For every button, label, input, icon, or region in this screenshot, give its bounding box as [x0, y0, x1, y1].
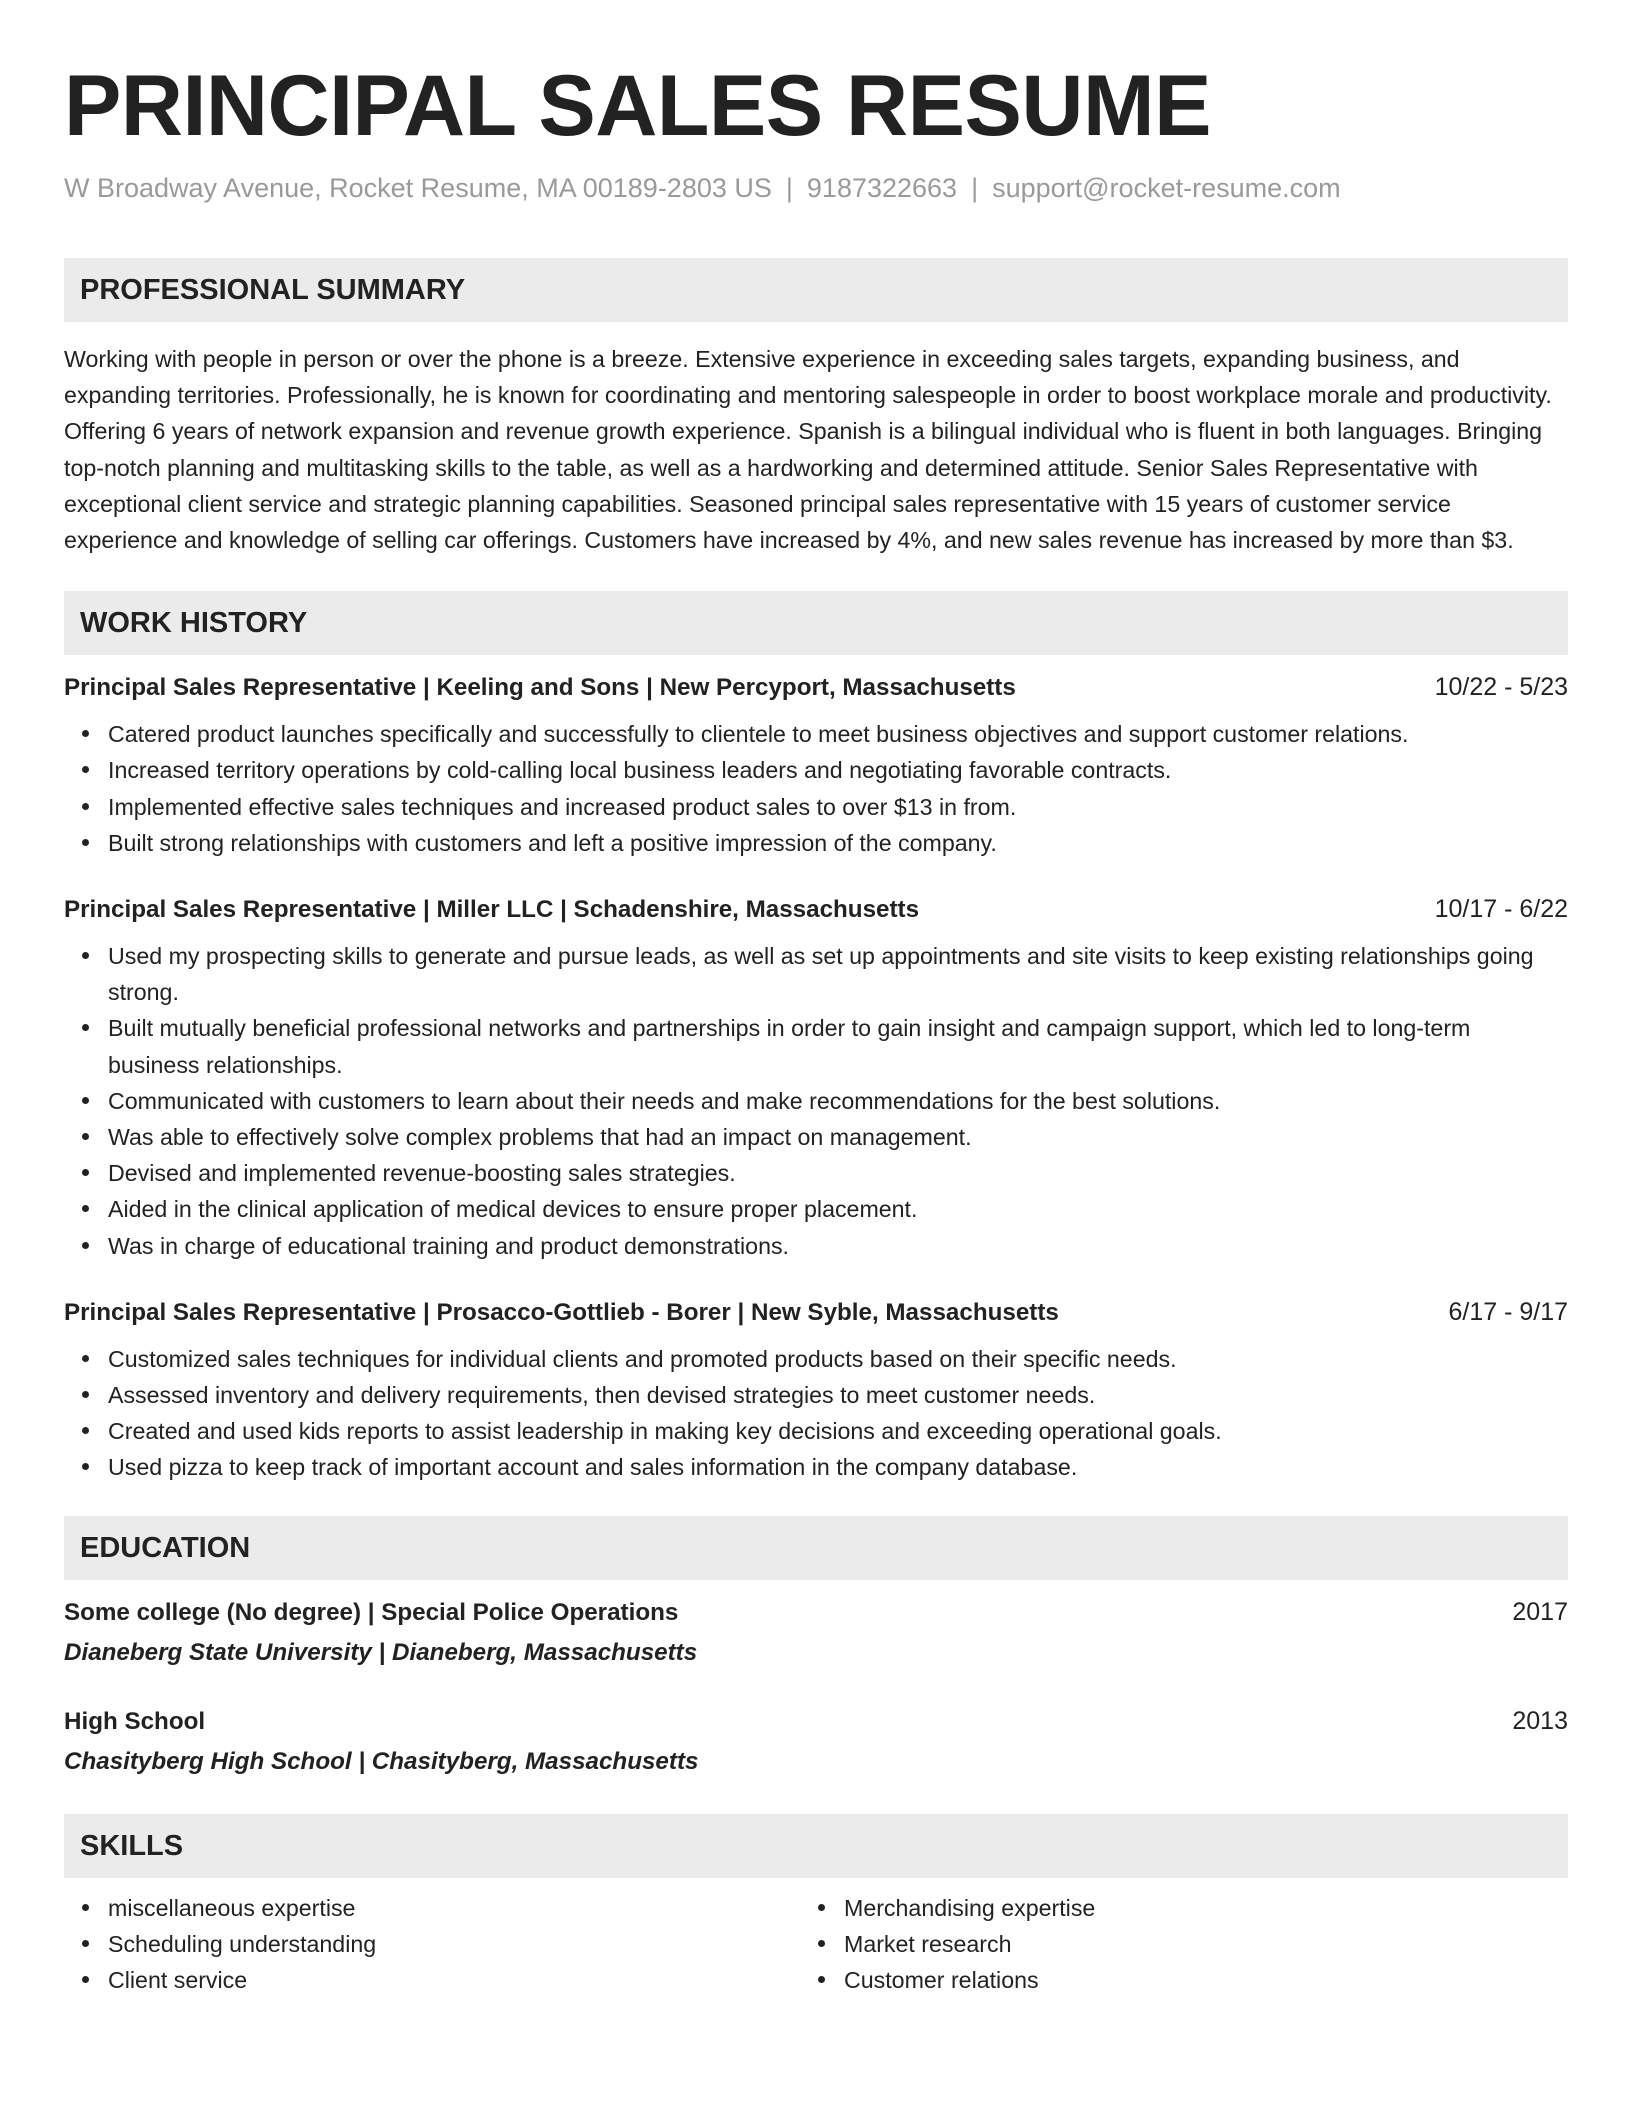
skills-column-right	[800, 1890, 1536, 1999]
contact-separator: |	[971, 173, 979, 203]
skill-item: Customer relations	[844, 1962, 1536, 1998]
job-title: Principal Sales Representative | Prosacco-Gottlieb - Borer | New Syble, Massachusetts	[64, 1298, 1059, 1326]
job-bullet: Was able to effectively solve complex problems that had an impact on management.	[108, 1119, 1568, 1155]
education-header	[64, 1703, 1568, 1740]
job-bullet: Communicated with customers to learn about their needs and make recommendations for the best solutions.	[108, 1083, 1568, 1119]
job-bullet: Implemented effective sales techniques and increased product sales to over $13 in from.	[108, 789, 1568, 825]
education-school: Dianeberg State University | Dianeberg, Massachusetts	[64, 1638, 698, 1666]
job-bullet: Built mutually beneficial professional networks and partnerships in order to gain insight and campaign support, which led to long-term business relationships.	[108, 1010, 1568, 1082]
job-bullet: Assessed inventory and delivery requirements, then devised strategies to meet customer needs.	[108, 1377, 1568, 1413]
skill-item: Scheduling understanding	[108, 1926, 800, 1962]
section-heading-skills: SKILLS	[64, 1814, 1568, 1878]
job-bullet: Catered product launches specifically and successfully to clientele to meet business objectives and support customer relations.	[108, 716, 1568, 752]
job-header	[64, 891, 1568, 928]
job-bullet: Was in charge of educational training and product demonstrations.	[108, 1228, 1568, 1264]
education-degree: Some college (No degree) | Special Police Operations	[64, 1598, 679, 1626]
education-year: 2017	[1512, 1597, 1568, 1626]
contact-separator: |	[785, 173, 793, 203]
job-entry	[64, 669, 1568, 861]
job-bullets	[64, 1341, 1568, 1486]
section-heading-summary: PROFESSIONAL SUMMARY	[64, 258, 1568, 322]
contact-phone: 9187322663	[806, 173, 958, 203]
contact-line	[64, 170, 1568, 206]
job-bullet: Customized sales techniques for individual clients and promoted products based on their specific needs.	[108, 1341, 1568, 1377]
job-header	[64, 669, 1568, 706]
skills-column-left	[64, 1890, 800, 1999]
job-title: Principal Sales Representative | Keeling and Sons | New Percyport, Massachusetts	[64, 674, 1016, 702]
job-bullets	[64, 716, 1568, 861]
job-dates: 10/22 - 5/23	[1434, 673, 1568, 702]
job-bullet: Used my prospecting skills to generate and pursue leads, as well as set up appointments and site visits to keep existing relationships going strong.	[108, 938, 1568, 1010]
education-entry	[64, 1703, 1568, 1780]
skill-item: miscellaneous expertise	[108, 1890, 800, 1926]
job-bullet: Devised and implemented revenue-boosting sales strategies.	[108, 1155, 1568, 1191]
education-header	[64, 1594, 1568, 1631]
resume-title: PRINCIPAL SALES RESUME	[64, 58, 1211, 154]
education-school: Chasityberg High School | Chasityberg, Massachusetts	[64, 1747, 699, 1775]
job-bullet: Increased territory operations by cold-calling local business leaders and negotiating favorable contracts.	[108, 752, 1568, 788]
job-bullet: Created and used kids reports to assist leadership in making key decisions and exceeding operational goals.	[108, 1413, 1568, 1449]
job-bullet: Built strong relationships with customers and left a positive impression of the company.	[108, 825, 1568, 861]
education-degree: High School	[64, 1707, 206, 1735]
skill-item: Client service	[108, 1962, 800, 1998]
job-dates: 10/17 - 6/22	[1434, 895, 1568, 924]
education-entry	[64, 1594, 1568, 1671]
skill-item: Market research	[844, 1926, 1536, 1962]
summary-text: Working with people in person or over the phone is a breeze. Extensive experience in exceeding sales targets, expanding business, and expanding territories. Professionally, he is known for coordinating and mentoring salespeople in order to boost workplace morale and productivity. Offering 6 years of network expansion and revenue growth experience. Spanish is a bilingual individual who is fluent in both languages. Bringing top-notch planning and multitasking skills to the table, as well as a hardworking and determined attitude. Senior Sales Representative with exceptional client service and strategic planning capabilities. Seasoned principal sales representative with 15 years of customer service experience and knowledge of selling car offerings. Customers have increased by 4%, and new sales revenue has increased by more than $3.	[64, 346, 1552, 554]
job-header	[64, 1294, 1568, 1331]
section-heading-work-history: WORK HISTORY	[64, 591, 1568, 655]
skills-bullets	[64, 1890, 800, 1999]
education-year: 2013	[1512, 1706, 1568, 1735]
job-entry	[64, 891, 1568, 1264]
job-bullet: Aided in the clinical application of medical devices to ensure proper placement.	[108, 1191, 1568, 1227]
job-entry	[64, 1294, 1568, 1486]
job-title: Principal Sales Representative | Miller LLC | Schadenshire, Massachusetts	[64, 896, 920, 924]
job-bullets	[64, 938, 1568, 1264]
section-heading-education: EDUCATION	[64, 1516, 1568, 1580]
skills-bullets	[800, 1890, 1536, 1999]
job-bullet: Used pizza to keep track of important account and sales information in the company database.	[108, 1449, 1568, 1485]
job-dates: 6/17 - 9/17	[1448, 1297, 1568, 1326]
contact-address: W Broadway Avenue, Rocket Resume, MA 00189-2803 US	[64, 173, 772, 203]
skills-list	[64, 1890, 1568, 1999]
contact-email[interactable]: support@rocket-resume.com	[992, 173, 1341, 203]
skill-item: Merchandising expertise	[844, 1890, 1536, 1926]
